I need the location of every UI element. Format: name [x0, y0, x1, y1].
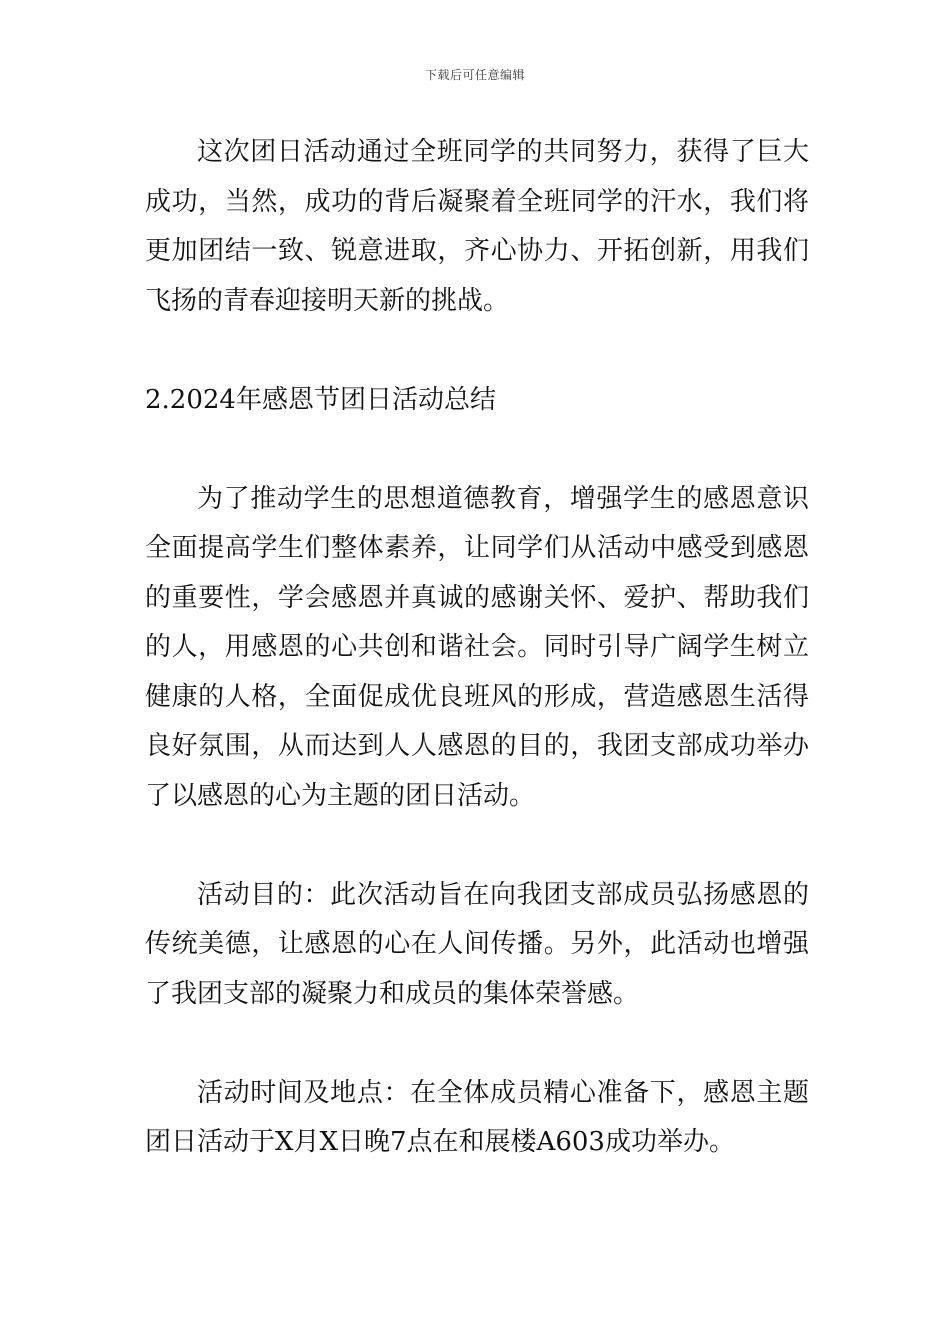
paragraph-spacer [145, 425, 809, 475]
document-body [145, 128, 809, 1168]
paragraph-time-location: 活动时间及地点：在全体成员精心准备下，感恩主题团日活动于X月X日晚7点在和展楼A603成功举办。 [145, 1077, 809, 1157]
paragraph-spacer [145, 326, 809, 376]
paragraph-purpose-intro: 为了推动学生的思想道德教育，增强学生的感恩意识全面提高学生们整体素养，让同学们从活动中感受到感恩的重要性，学会感恩并真诚的感谢关怀、爱护、帮助我们的人，用感恩的心共创和谐社会。同时引导广阔学生树立健康的人格，全面促成优良班风的形成，营造感恩生活得良好氛围，从而达到人人感恩的目的，我团支部成功举办了以感恩的心为主题的团日活动。 [145, 483, 809, 811]
page-header-note: 下载后可任意编辑 [424, 68, 525, 82]
section-heading: 2.2024年感恩节团日活动总结 [145, 384, 496, 415]
paragraph-spacer [145, 1019, 809, 1069]
paragraph-spacer [145, 821, 809, 871]
paragraph-activity-goal: 活动目的：此次活动旨在向我团支部成员弘扬感恩的传统美德，让感恩的心在人间传播。另外，此活动也增强了我团支部的凝聚力和成员的集体荣誉感。 [145, 879, 809, 1009]
paragraph-summary-conclusion: 这次团日活动通过全班同学的共同努力，获得了巨大成功，当然，成功的背后凝聚着全班同学的汗水，我们将更加团结一致、锐意进取，齐心协力、开拓创新，用我们飞扬的青春迎接明天新的挑战。 [145, 137, 809, 316]
